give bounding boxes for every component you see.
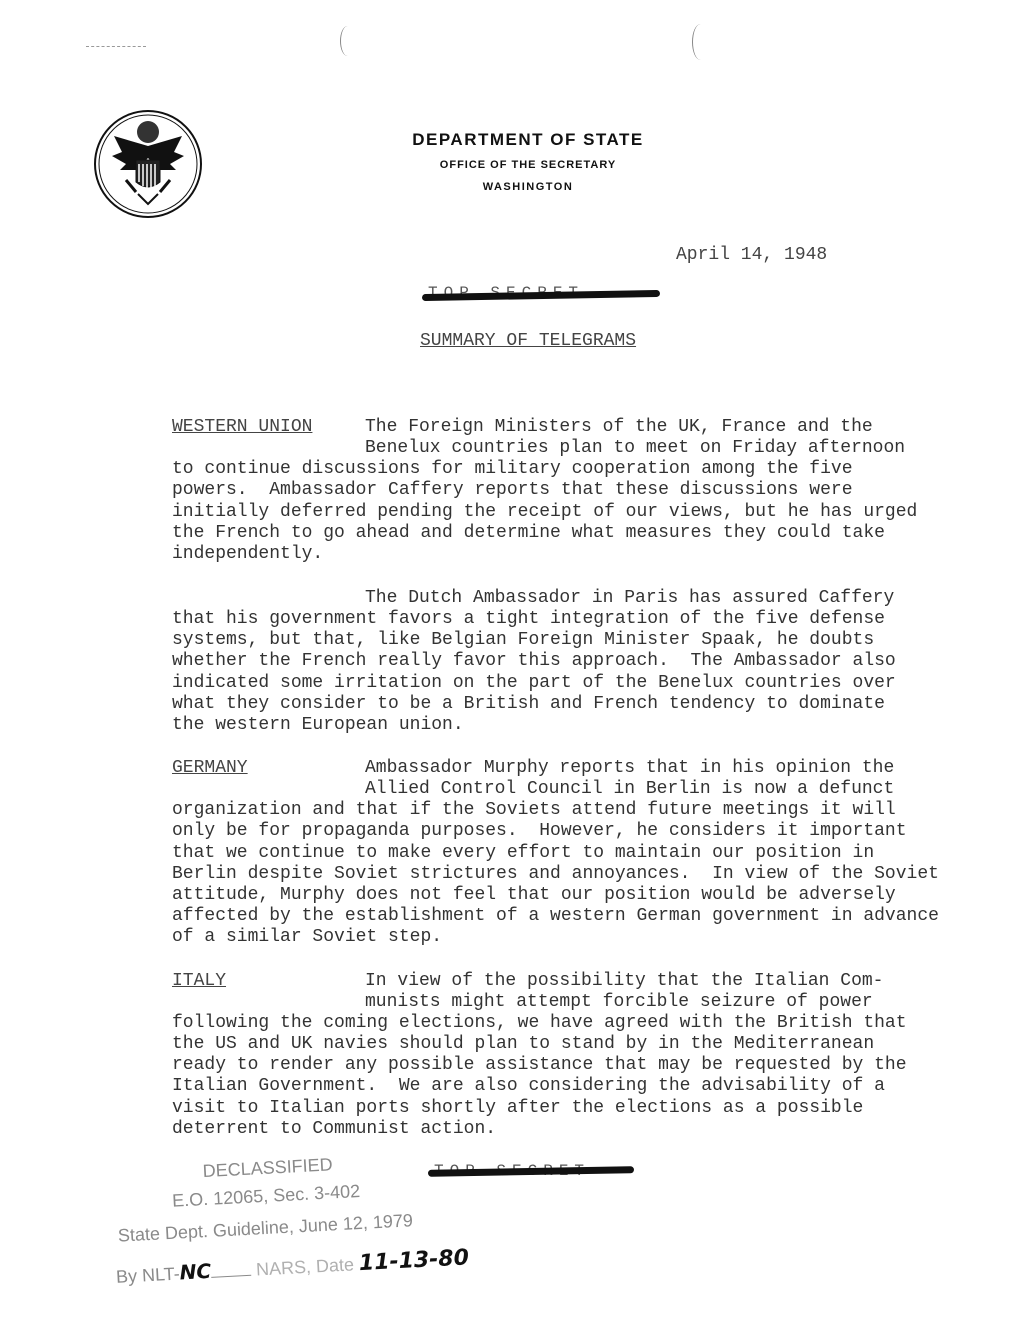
paragraph-line: organization and that if the Soviets attend future meetings it will — [172, 800, 896, 820]
paragraph-line: The Foreign Ministers of the UK, France and the — [365, 417, 873, 437]
paragraph-line: indicated some irritation on the part of the Benelux countries over — [172, 673, 896, 693]
paragraph-line: Benelux countries plan to meet on Friday afternoon — [365, 438, 906, 458]
stamp-line-eo: E.O. 12065, Sec. 3-402 — [171, 1180, 361, 1211]
paragraph-line: of a similar Soviet step. — [172, 927, 443, 947]
great-seal-icon — [92, 108, 204, 220]
handwritten-initials: NC — [179, 1258, 212, 1285]
pen-mark — [86, 46, 146, 50]
paragraph-line: independently. — [172, 544, 324, 564]
paragraph-line: that we continue to make every effort to maintain our position in — [172, 843, 875, 863]
document-title: SUMMARY OF TELEGRAMS — [420, 331, 637, 351]
pen-mark — [340, 26, 355, 56]
paragraph-line: The Dutch Ambassador in Paris has assured Caffery — [365, 588, 895, 608]
paragraph-line: what they consider to be a British and French tendency to dominate — [172, 694, 885, 714]
stamp-line-by — [115, 1245, 469, 1288]
stamp-nars-label: NARS, Date — [255, 1254, 355, 1280]
paragraph-line: the French to go ahead and determine what measures they could take — [172, 523, 885, 543]
paragraph-line: deterrent to Communist action. — [172, 1119, 497, 1139]
paragraph-line: Allied Control Council in Berlin is now a defunct — [365, 779, 895, 799]
paragraph-line: the US and UK navies should plan to stand by in the Mediterranean — [172, 1034, 875, 1054]
paragraph-line: initially deferred pending the receipt of our views, but he has urged — [172, 502, 918, 522]
section-heading-italy: ITALY — [172, 971, 227, 991]
stamp-signature-line — [211, 1275, 251, 1278]
city-name: WASHINGTON — [482, 181, 574, 193]
paragraph-line: following the coming elections, we have agreed with the British that — [172, 1013, 907, 1033]
paragraph-line: In view of the possibility that the Italian Com- — [365, 971, 884, 991]
paragraph-line: to continue discussions for military cooperation among the five — [172, 459, 853, 479]
stamp-line-guideline: State Dept. Guideline, June 12, 1979 — [117, 1210, 414, 1246]
department-name: DEPARTMENT OF STATE — [412, 130, 644, 149]
paragraph-line: that his government favors a tight integration of the five defense — [172, 609, 885, 629]
section-heading-western-union: WESTERN UNION — [172, 417, 313, 437]
handwritten-date: 11-13-80 — [358, 1245, 470, 1277]
paragraph-line: munists might attempt forcible seizure of power — [365, 992, 873, 1012]
paragraph-line: systems, but that, like Belgian Foreign Minister Spaak, he doubts — [172, 630, 875, 650]
paragraph-line: attitude, Murphy does not feel that our position would be adversely — [172, 885, 896, 905]
paragraph-line: Berlin despite Soviet strictures and annoyances. In view of the Soviet — [172, 864, 939, 884]
paragraph-line: whether the French really favor this approach. The Ambassador also — [172, 651, 896, 671]
office-name: OFFICE OF THE SECRETARY — [439, 159, 617, 171]
document-date: April 14, 1948 — [676, 245, 828, 265]
paragraph-line: visit to Italian ports shortly after the elections as a possible — [172, 1098, 864, 1118]
declassified-stamp — [110, 1140, 497, 1300]
stamp-line-declassified: DECLASSIFIED — [202, 1154, 334, 1182]
paragraph-line: the western European union. — [172, 715, 464, 735]
paragraph-line: Italian Government. We are also considering the advisability of a — [172, 1076, 885, 1096]
paragraph-line: only be for propaganda purposes. However, he considers it important — [172, 821, 907, 841]
pen-mark — [692, 24, 709, 60]
letterhead — [300, 128, 756, 196]
paragraph-line: ready to render any possible assistance that may be requested by the — [172, 1055, 907, 1075]
paragraph-line: Ambassador Murphy reports that in his opinion the — [365, 758, 895, 778]
paragraph-line: powers. Ambassador Caffery reports that these discussions were — [172, 480, 853, 500]
stamp-by-label: By NLT- — [115, 1263, 181, 1287]
section-heading-germany: GERMANY — [172, 758, 248, 778]
paragraph-line: affected by the establishment of a western German government in advance — [172, 906, 939, 926]
